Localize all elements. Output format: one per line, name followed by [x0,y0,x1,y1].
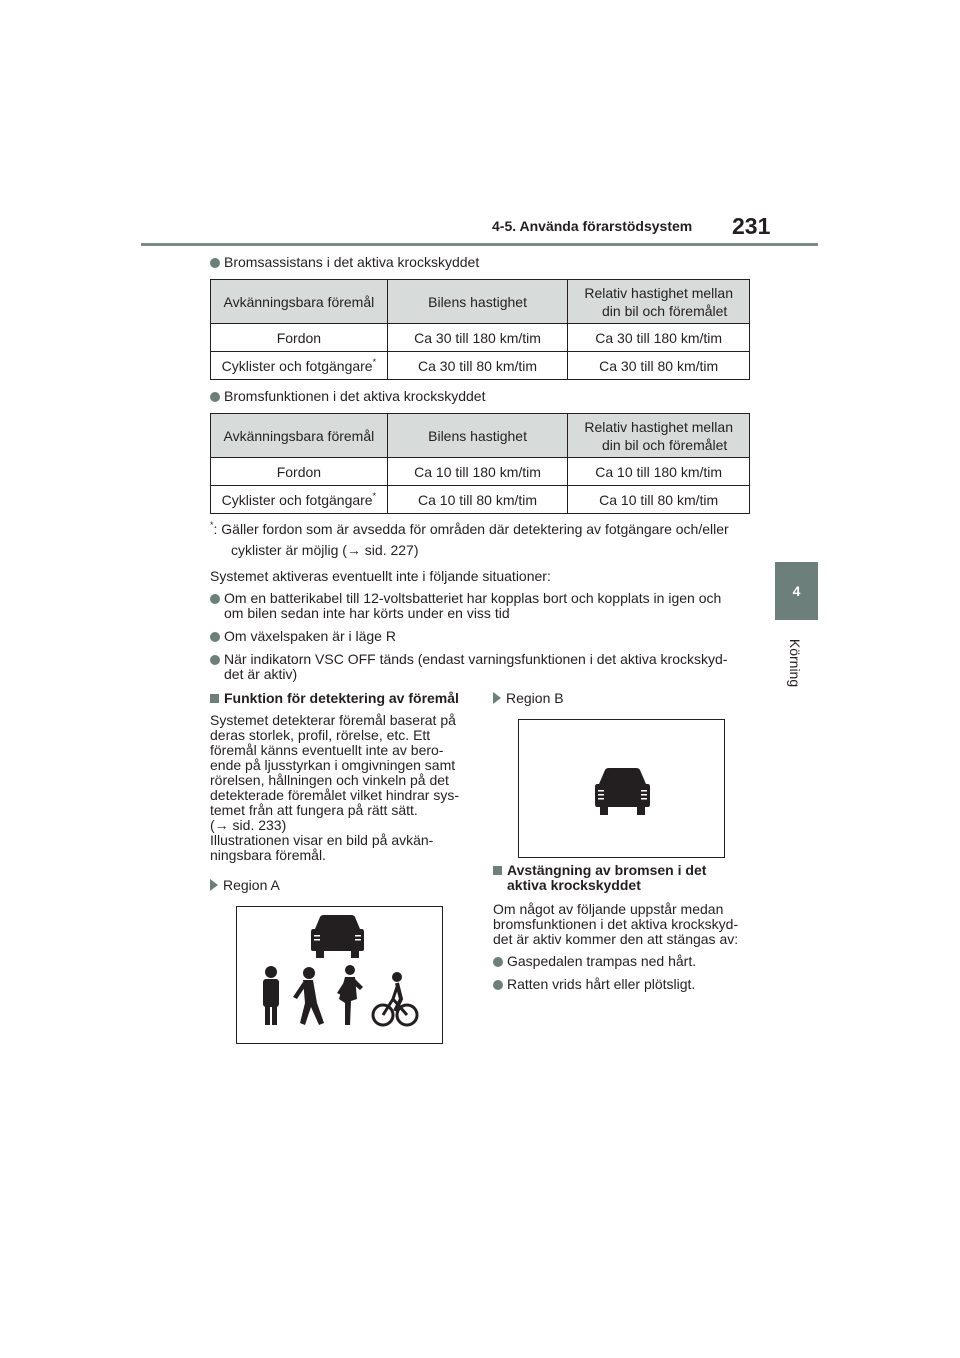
paragraph-line: rörelsen, hållningen och vinkeln på det [210,772,449,788]
footnote-line2: cyklister är möjlig (→ sid. 227) [231,542,419,558]
paragraph-line: Om något av följande uppstår medan [493,901,724,917]
paragraph-line: bromsfunktionen i det aktiva krockskyd- [493,916,739,932]
cell-object-text: Cyklister och fotgängare [221,491,373,508]
bullet-item [493,954,696,969]
bullet-text: Om en batterikabel till 12-voltsbatteriet har kopplas bort och kopplats in igen och [224,590,722,606]
col-header-relative-l1: Relativ hastighet mellan [584,418,733,435]
bullet-text: Gaspedalen trampas ned hårt. [507,953,697,969]
square-bullet-icon [493,866,502,875]
bullet-item [210,591,721,621]
table-row [211,458,750,486]
table1-heading-text: Bromsassistans i det aktiva krockskyddet [224,254,480,270]
paragraph-line: föremål känns eventuellt inte av bero- [210,742,444,758]
cell-object [211,352,388,380]
paragraph-line: ende på ljusstyrkan i omgivningen samt [210,757,456,773]
cell-object-text: Cyklister och fotgängare [221,357,373,374]
footnote [210,522,729,558]
footnote-mark: * [372,490,377,501]
bullet-dot-icon [210,594,220,604]
brake-cancel-heading-l2: aktiva krockskyddet [507,877,641,893]
table-row [211,352,750,380]
col-header-objects: Avkänningsbara föremål [211,414,388,458]
table-bromsfunktion [210,413,750,514]
region-a-text: Region A [223,877,280,893]
car-icon [311,915,364,958]
cell-relative: Ca 30 till 80 km/tim [568,352,750,380]
bullet-dot-icon [210,258,220,268]
page-number: 231 [732,213,771,239]
chapter-number: 4 [792,583,801,599]
table2-heading [210,389,485,404]
detection-paragraph [210,713,459,863]
region-b-svg [519,720,724,857]
table-bromsassistans [210,279,750,380]
running-person-icon [337,965,363,1025]
footnote-star: * [210,520,214,530]
chapter-tab[interactable] [775,562,818,620]
cell-object [211,486,388,514]
paragraph-line: Illustrationen visar en bild på avkän- [210,832,434,848]
arrow-right-icon [493,692,501,704]
col-header-relative-l2: din bil och föremålet [602,436,728,453]
intro-text: Systemet aktiveras eventuellt inte i följande situationer: [210,568,551,584]
bullet-text-cont: det är aktiv) [224,666,298,682]
cell-speed: Ca 30 till 80 km/tim [387,352,568,380]
cyclist-icon [373,972,417,1025]
chapter-label-text: Körning [787,638,804,688]
paragraph-line: temet från att fungera på rätt sätt. [210,802,418,818]
cell-object: Fordon [211,458,388,486]
bullet-dot-icon [210,632,220,642]
paragraph-line: detekterade föremålet vilket hindrar sys- [210,787,459,803]
region-a-illustration [236,906,443,1044]
bullet-text-cont: om bilen sedan inte har körts under en viss tid [224,605,510,621]
cell-object: Fordon [211,324,388,352]
bullet-dot-icon [493,957,503,967]
col-header-relative-speed [568,280,750,324]
bullet-text: Om växelspaken är i läge R [224,628,396,644]
walking-person-icon [293,967,324,1025]
bullet-item [210,629,396,644]
brake-cancel-paragraph [493,902,738,947]
bullet-item [493,977,695,992]
footnote-mark: * [372,356,377,367]
cell-relative: Ca 30 till 180 km/tim [568,324,750,352]
cell-speed: Ca 10 till 80 km/tim [387,486,568,514]
detection-heading-text: Funktion för detektering av föremål [224,690,459,706]
pedestrian-icon [263,966,279,1025]
table2-heading-text: Bromsfunktionen i det aktiva krockskyddet [224,388,486,404]
footnote-line1: : Gäller fordon som är avsedda för områden där detektering av fotgängare och/eller [213,521,729,537]
cell-speed: Ca 10 till 180 km/tim [387,458,568,486]
bullet-item [210,652,727,682]
col-header-relative-speed [568,414,750,458]
paragraph-line: det är aktiv kommer den att stängas av: [493,931,739,947]
table-row [211,324,750,352]
detection-heading [210,691,459,706]
col-header-objects: Avkänningsbara föremål [211,280,388,324]
paragraph-line: (→ sid. 233) [210,817,287,833]
chapter-label [771,632,819,694]
paragraph-line: Systemet detekterar föremål baserat på [210,712,456,728]
cell-speed: Ca 30 till 180 km/tim [387,324,568,352]
square-bullet-icon [210,694,219,703]
car-icon [595,768,650,815]
table1-heading [210,255,479,270]
paragraph-line: ningsbara föremål. [210,847,326,863]
bullet-dot-icon [493,980,503,990]
region-b-label [493,691,564,706]
bullet-dot-icon [210,655,220,665]
arrow-right-icon [210,879,218,891]
bullet-text: När indikatorn VSC OFF tänds (endast varningsfunktionen i det aktiva krockskyd- [224,651,728,667]
col-header-speed: Bilens hastighet [387,414,568,458]
brake-cancel-heading-l1: Avstängning av bromsen i det [507,862,707,878]
region-b-text: Region B [506,690,564,706]
col-header-relative-l2: din bil och föremålet [602,302,728,319]
col-header-speed: Bilens hastighet [387,280,568,324]
region-a-label [210,878,280,893]
region-a-svg [237,907,442,1043]
cell-relative: Ca 10 till 80 km/tim [568,486,750,514]
table-row [211,486,750,514]
brake-cancel-heading [493,863,706,893]
bullet-text: Ratten vrids hårt eller plötsligt. [507,976,696,992]
bullet-dot-icon [210,392,220,402]
col-header-relative-l1: Relativ hastighet mellan [584,284,733,301]
header-divider [141,243,818,246]
paragraph-line: deras storlek, profil, rörelse, etc. Ett [210,727,431,743]
region-b-illustration [518,719,725,858]
section-title: 4-5. Använda förarstödsystem [492,218,693,234]
cell-relative: Ca 10 till 180 km/tim [568,458,750,486]
